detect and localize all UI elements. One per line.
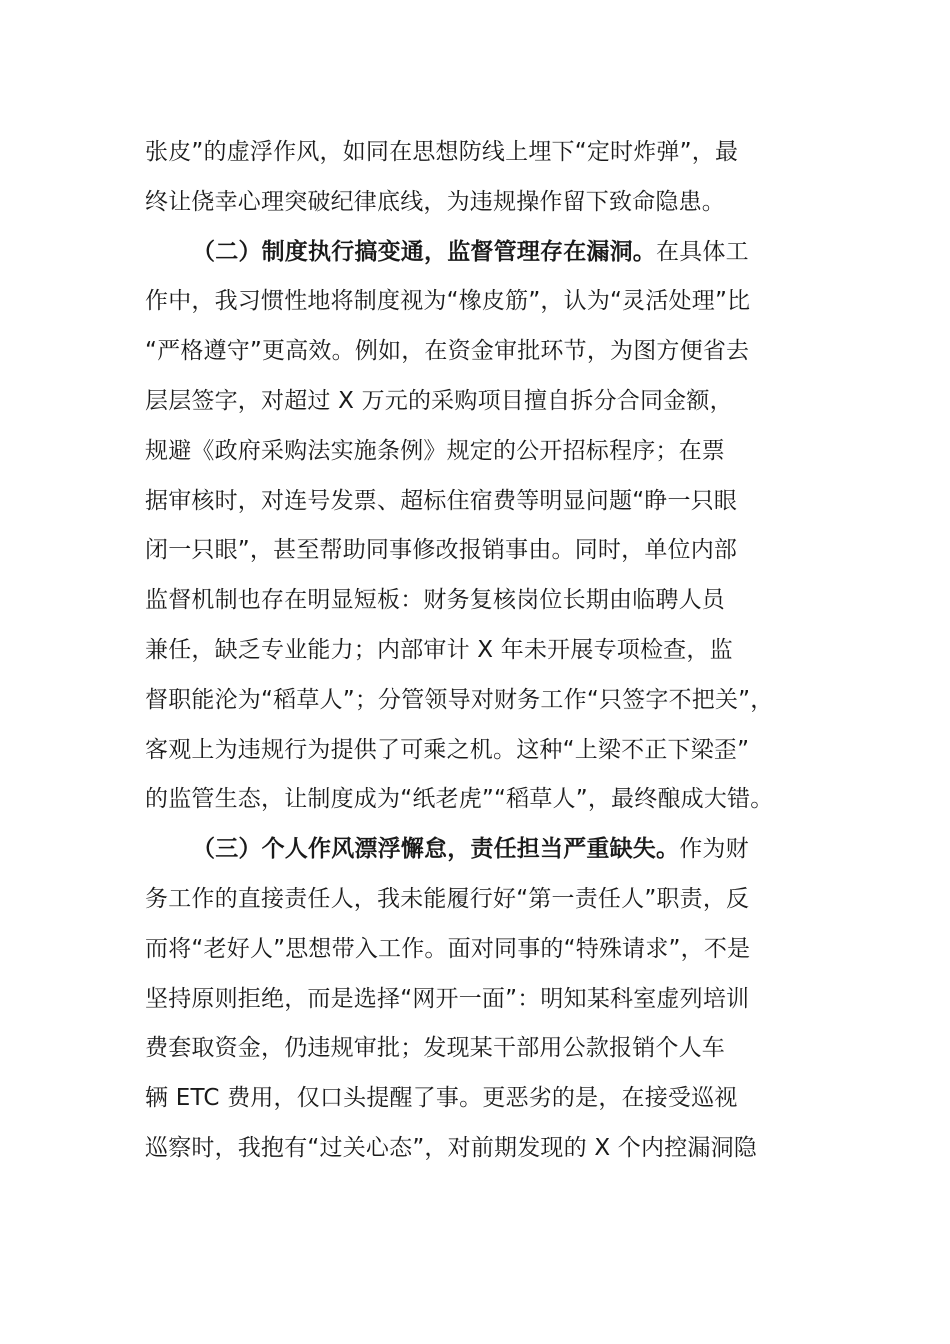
section-heading: （二）制度执行搞变通，监督管理存在漏洞。 [192, 238, 656, 265]
section-heading: （三）个人作风漂浮懈怠，责任担当严重缺失。 [192, 836, 680, 863]
text-line: 闭一只眼”，甚至帮助同事修改报销事由。同时，单位内部 [145, 537, 738, 564]
text-run: 在具体工 [656, 238, 749, 265]
text-line: 作中，我习惯性地将制度视为“橡皮筋”，认为“灵活处理”比 [145, 288, 751, 315]
text-line: 而将“老好人”思想带入工作。面对同事的“特殊请求”，不是 [145, 935, 751, 962]
text-line: 层层签字，对超过 X 万元的采购项目擅自拆分合同金额， [145, 387, 733, 414]
text-line: 客观上为违规行为提供了可乘之机。这种“上梁不正下梁歪” [145, 736, 750, 763]
section-heading-line [145, 228, 815, 278]
text-line: “严格遵守”更高效。例如，在资金审批环节，为图方便省去 [145, 338, 750, 365]
text-line: 督职能沦为“稻草人”；分管领导对财务工作“只签字不把关”， [145, 686, 774, 713]
section-heading-line [145, 825, 815, 875]
text-line: 兼任，缺乏专业能力；内部审计 X 年未开展专项检查，监 [145, 636, 733, 663]
text-line: 据审核时，对连号发票、超标住宿费等明显问题“睁一只眼 [145, 487, 738, 514]
text-line: 务工作的直接责任人，我未能履行好“第一责任人”职责，反 [145, 885, 750, 912]
text-line: 巡察时，我抱有“过关心态”，对前期发现的 X 个内控漏洞隐 [145, 1134, 758, 1161]
text-line: 坚持原则拒绝，而是选择“网开一面”：明知某科室虚列培训 [145, 985, 750, 1012]
text-line: 监督机制也存在明显短板：财务复核岗位长期由临聘人员 [145, 587, 725, 614]
text-run: 作为财 [679, 836, 749, 863]
text-line: 费套取资金，仍违规审批；发现某干部用公款报销个人车 [145, 1035, 725, 1062]
document-body [145, 128, 815, 1174]
text-line: 辆 ETC 费用，仅口头提醒了事。更恶劣的是，在接受巡视 [145, 1085, 738, 1112]
text-line: 终让侥幸心理突破纪律底线，为违规操作留下致命隐患。 [145, 188, 725, 215]
text-line: 规避《政府采购法实施条例》规定的公开招标程序；在票 [145, 437, 725, 464]
text-line: 的监管生态，让制度成为“纸老虎”“稻草人”，最终酿成大错。 [145, 786, 774, 813]
text-line: 张皮”的虚浮作风，如同在思想防线上埋下“定时炸弹”，最 [145, 139, 739, 165]
